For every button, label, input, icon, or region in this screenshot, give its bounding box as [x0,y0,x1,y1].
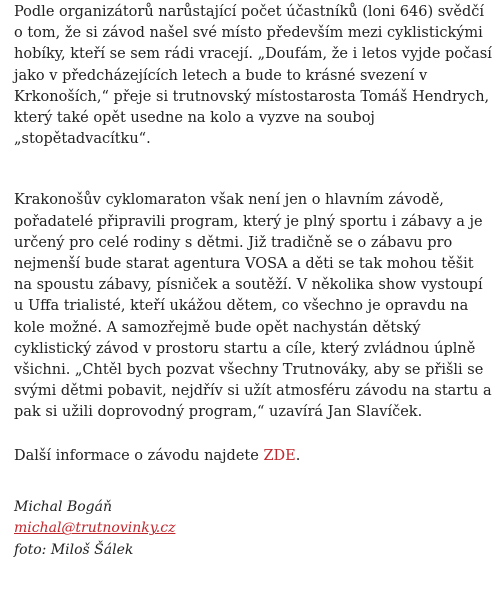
more-info-link[interactable]: ZDE [263,447,296,464]
author-email-link[interactable]: michal@trutnovinky.cz [14,520,176,537]
article-paragraph: Podle organizátorů narůstající počet účastníků (loni 646) svědčí o tom, že si závod našel své místo především mezi cyklistickými hobíky, kteří se sem rádi vracejí. „Doufám, že i letos vyjde počasí jako v předcházejících letech a bude to krásné svezení v Krkonoších,“ přeje si trutnovský místostarosta Tomáš Hendrych, který také opět usedne na kolo a vyzve na souboj „stopětadvacítku“. [14,4,492,148]
more-info-suffix: . [295,447,301,464]
photo-credit: foto: Miloš Šálek [14,541,134,558]
more-info-text: Další informace o závodu najdete [14,447,264,464]
article-body [14,2,496,561]
article-paragraph: Krakonošův cyklomaraton však není jen o hlavním závodě, pořadatelé připravili program, který je plný sportu i zábavy a je určený pro celé rodiny s dětmi. Již tradičně se o zábavu pro nejmenší bude starat agentura VOSA a děti se tak mohou těšit na spoustu zábavy, písniček a soutěží. V několika show vystoupí u Uffa trialisté, kteří ukážou dětem, co všechno je opravdu na kole možné. A samozřejmě bude opět nachystán dětský cyklistický závod v prostoru startu a cíle, který zvládnou úplně všichni. „Chtěl bych pozvat všechny Trutnováky, aby se přišli se svými dětmi pobavit, nejdřív si užít atmosféru závodu na startu a pak si užili doprovodný program,“ uzavírá Jan Slavíček. [14,192,492,421]
more-info-line [14,446,496,467]
author-name: Michal Bogáň [14,498,112,515]
article-credits [14,497,496,562]
